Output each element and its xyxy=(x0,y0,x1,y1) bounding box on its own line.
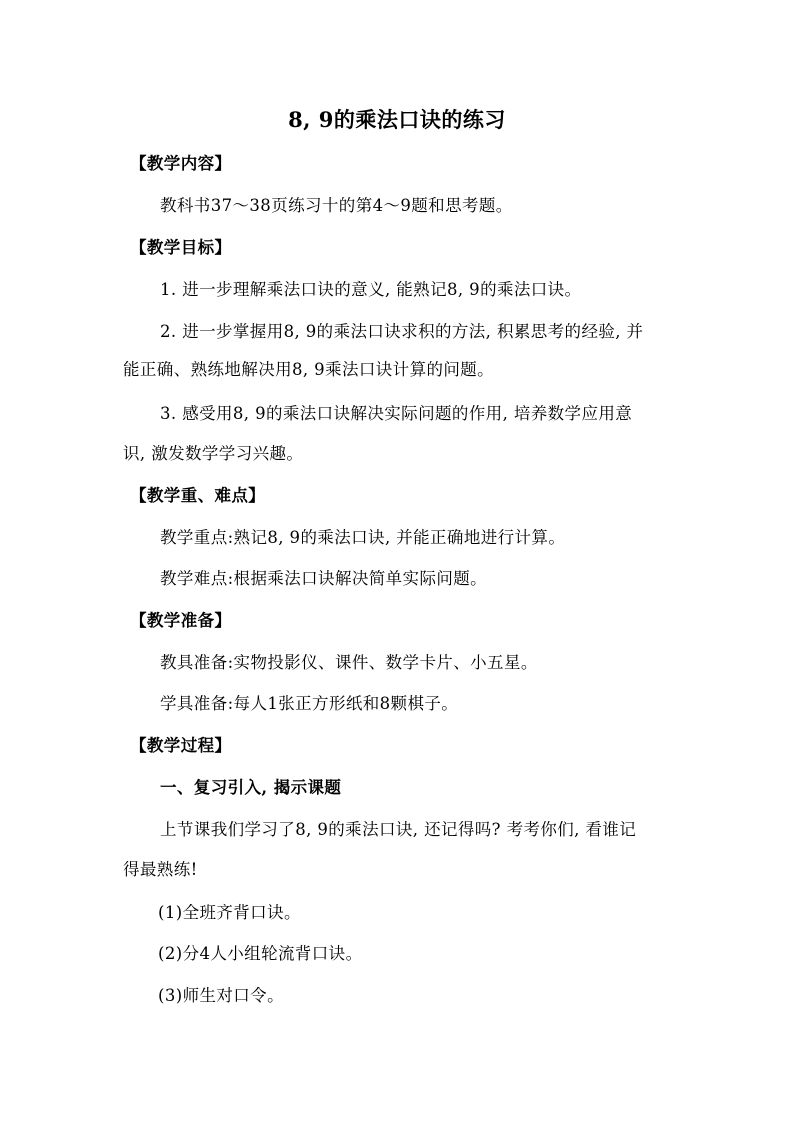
intro-line-1: 上节课我们学习了8, 9的乘法口诀, 还记得吗? 考考你们, 看谁记 xyxy=(160,820,637,839)
goal-3-line-1: 3. 感受用8, 9的乘法口诀解决实际问题的作用, 培养数学应用意 xyxy=(160,404,633,423)
list-item-1: (1)全班齐背口诀。 xyxy=(158,903,301,922)
section-heading-content: 【教学内容】 xyxy=(130,154,232,173)
intro-line-2: 得最熟练! xyxy=(123,860,198,879)
goal-2-line-2: 能正确、熟练地解决用8, 9乘法口诀计算的问题。 xyxy=(123,360,495,379)
goal-3-line-2: 识, 激发数学学习兴趣。 xyxy=(123,444,304,463)
document-title: 8, 9的乘法口诀的练习 xyxy=(288,107,506,132)
step-1-heading: 一、复习引入, 揭示课题 xyxy=(160,778,342,797)
section-heading-prep: 【教学准备】 xyxy=(130,611,232,630)
content-text: 教科书37～38页练习十的第4～9题和思考题。 xyxy=(160,196,513,215)
section-heading-process: 【教学过程】 xyxy=(130,736,232,755)
student-prep-text: 学具准备:每人1张正方形纸和8颗棋子。 xyxy=(160,694,459,713)
goal-1: 1. 进一步理解乘法口诀的意义, 能熟记8, 9的乘法口诀。 xyxy=(160,280,582,299)
difficulty-text: 教学难点:根据乘法口诀解决简单实际问题。 xyxy=(160,569,488,588)
teacher-prep-text: 教具准备:实物投影仪、课件、数学卡片、小五星。 xyxy=(160,653,538,672)
list-item-3: (3)师生对口令。 xyxy=(158,986,284,1005)
section-heading-keypoints: 【教学重、难点】 xyxy=(130,486,266,505)
list-item-2: (2)分4人小组轮流背口诀。 xyxy=(158,944,363,963)
section-heading-goals: 【教学目标】 xyxy=(130,238,232,257)
keypoint-text: 教学重点:熟记8, 9的乘法口诀, 并能正确地进行计算。 xyxy=(160,528,566,547)
goal-2-line-1: 2. 进一步掌握用8, 9的乘法口诀求积的方法, 积累思考的经验, 并 xyxy=(160,322,644,341)
